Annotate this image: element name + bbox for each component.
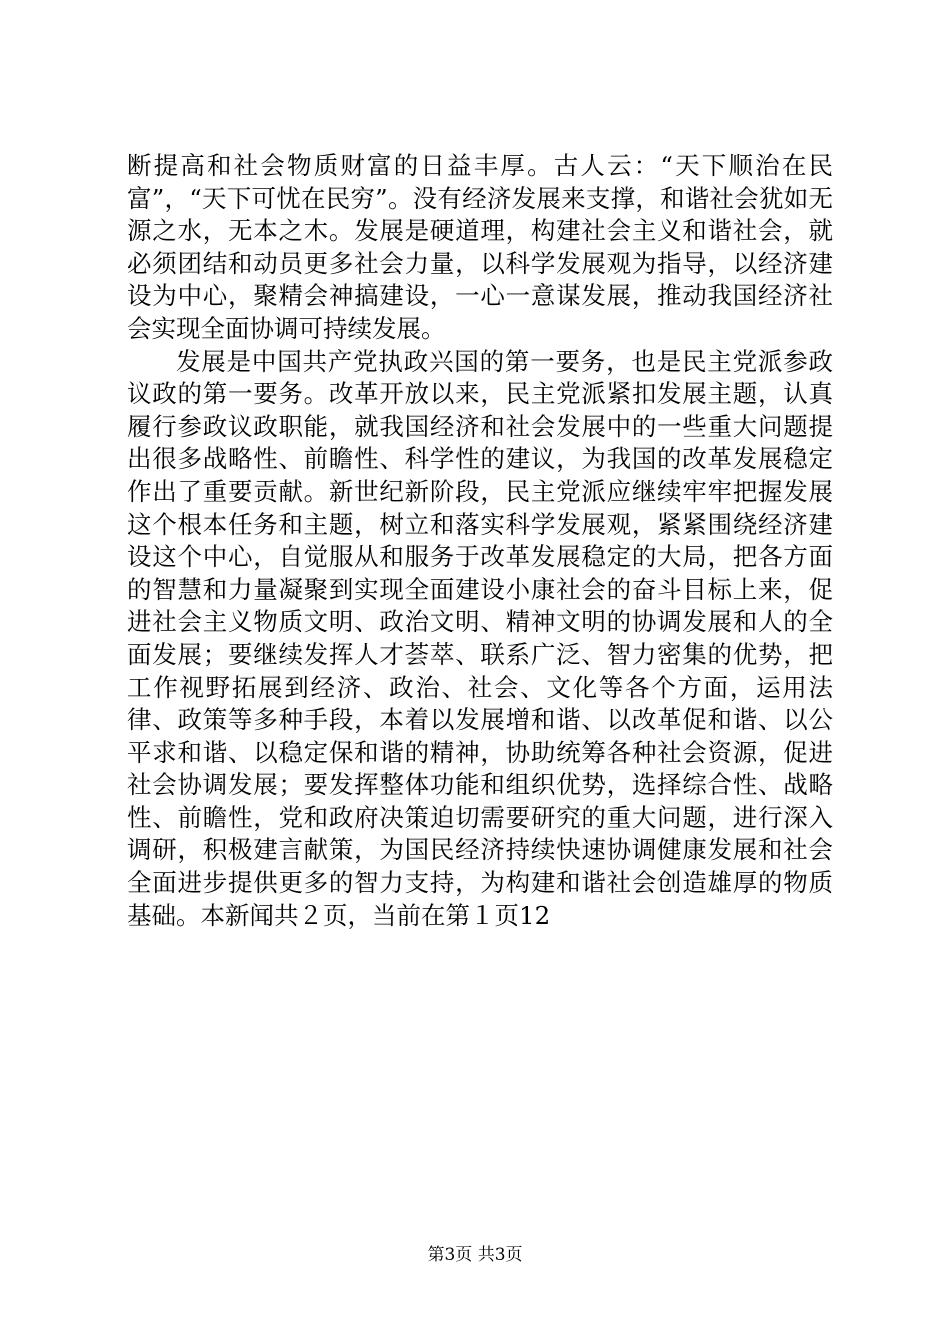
document-body [127, 150, 833, 932]
page-number-label: 第3页 共3页 [427, 1245, 523, 1265]
paragraph-1: 断提高和社会物质财富的日益丰厚。古人云：“天下顺治在民富”，“天下可忧在民穷”。没有经济发展来支撑，和谐社会犹如无源之水，无本之木。发展是硬道理，构建社会主义和谐社会，就必须团结和动员更多社会力量，以科学发展观为指导，以经济建设为中心，聚精会神搞建设，一心一意谋发展，推动我国经济社会实现全面协调可持续发展。 [127, 151, 833, 343]
paragraph-2: 发展是中国共产党执政兴国的第一要务，也是民主党派参政议政的第一要务。改革开放以来，民主党派紧扣发展主题，认真履行参政议政职能，就我国经济和社会发展中的一些重大问题提出很多战略性、前瞻性、科学性的建议，为我国的改革发展稳定作出了重要贡献。新世纪新阶段，民主党派应继续牢牢把握发展这个根本任务和主题，树立和落实科学发展观，紧紧围绕经济建设这个中心，自觉服从和服务于改革发展稳定的大局，把各方面的智慧和力量凝聚到实现全面建设小康社会的奋斗目标上来，促进社会主义物质文明、政治文明、精神文明的协调发展和人的全面发展；要继续发挥人才荟萃、联系广泛、智力密集的优势，把工作视野拓展到经济、政治、社会、文化等各个方面，运用法律、政策等多种手段，本着以发展增和谐、以改革促和谐、以公平求和谐、以稳定保和谐的精神，协助统筹各种社会资源，促进社会协调发展；要发挥整体功能和组织优势，选择综合性、战略性、前瞻性，党和政府决策迫切需要研究的重大问题，进行深入调研，积极建言献策，为国民经济持续快速协调健康发展和社会全面进步提供更多的智力支持，为构建和谐社会创造雄厚的物质基础。本新闻共２页，当前在第１页12 [127, 346, 833, 930]
page-footer [0, 1244, 950, 1266]
